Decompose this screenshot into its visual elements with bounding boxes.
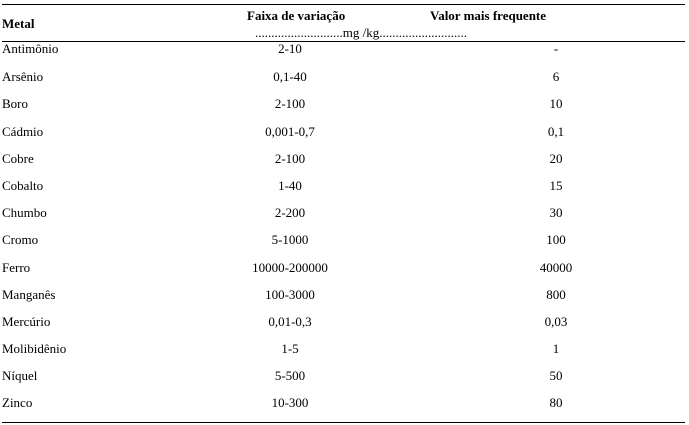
frequent-value-cell: 800 — [546, 286, 566, 302]
metal-cell: Níquel — [2, 368, 38, 384]
table-row — [0, 394, 689, 421]
table-row — [0, 123, 689, 150]
frequent-value-cell: 50 — [549, 368, 563, 384]
range-cell: 1-5 — [281, 341, 299, 357]
range-cell: 2-10 — [278, 41, 302, 56]
frequent-value-cell: - — [553, 41, 559, 56]
metal-cell: Cobalto — [2, 177, 44, 193]
frequent-value-cell: 0,1 — [547, 123, 565, 139]
table-row — [0, 286, 689, 313]
frequent-value-cell: 15 — [549, 177, 563, 193]
range-cell: 0,01-0,3 — [268, 313, 312, 329]
table-row — [0, 204, 689, 231]
header-frequent-value: Valor mais frequente — [430, 8, 547, 23]
header-metal: Metal — [2, 16, 35, 31]
table-row — [0, 367, 689, 394]
frequent-value-cell: 10 — [549, 96, 563, 112]
table-row — [0, 231, 689, 258]
range-cell: 0,001-0,7 — [265, 123, 315, 139]
table-row — [0, 313, 689, 340]
table-row — [0, 259, 689, 286]
table-body — [0, 41, 689, 422]
metal-cell: Molibidênio — [2, 341, 67, 357]
frequent-value-cell: 80 — [549, 395, 563, 411]
metal-cell: Cromo — [2, 232, 39, 248]
metal-cell: Cádmio — [2, 123, 44, 139]
metal-cell: Arsênio — [2, 69, 44, 85]
table-row — [0, 95, 689, 122]
frequent-value-cell: 0,03 — [544, 313, 568, 329]
metal-cell: Manganês — [2, 286, 56, 302]
range-cell: 100-3000 — [265, 286, 315, 302]
metal-cell: Boro — [2, 96, 28, 112]
range-cell: 2-200 — [274, 205, 306, 221]
table-row — [0, 41, 689, 68]
frequent-value-cell: 20 — [549, 150, 563, 166]
table-row — [0, 150, 689, 177]
table-top-rule — [2, 4, 685, 5]
metal-cell: Antimônio — [2, 41, 59, 56]
metal-cell: Mercúrio — [2, 313, 51, 329]
header-unit: ...........................mg /kg........................... — [255, 25, 467, 40]
metal-cell: Chumbo — [2, 205, 47, 221]
frequent-value-cell: 40000 — [539, 259, 573, 275]
range-cell: 2-100 — [274, 150, 306, 166]
metal-cell: Cobre — [2, 150, 34, 166]
table-row — [0, 177, 689, 204]
range-cell: 5-500 — [274, 368, 306, 384]
table-row — [0, 68, 689, 95]
metal-cell: Zinco — [2, 395, 33, 411]
frequent-value-cell: 1 — [552, 341, 560, 357]
frequent-value-cell: 100 — [546, 232, 566, 248]
table-bottom-rule — [2, 422, 685, 423]
frequent-value-cell: 30 — [549, 205, 563, 221]
range-cell: 10000-200000 — [252, 259, 328, 275]
frequent-value-cell: 6 — [552, 69, 560, 85]
range-cell: 0,1-40 — [273, 69, 307, 85]
range-cell: 5-1000 — [271, 232, 309, 248]
range-cell: 1-40 — [278, 177, 302, 193]
table-row — [0, 340, 689, 367]
range-cell: 2-100 — [274, 96, 306, 112]
header-range: Faixa de variação — [247, 8, 346, 23]
metal-cell: Ferro — [2, 259, 31, 275]
range-cell: 10-300 — [271, 395, 309, 411]
